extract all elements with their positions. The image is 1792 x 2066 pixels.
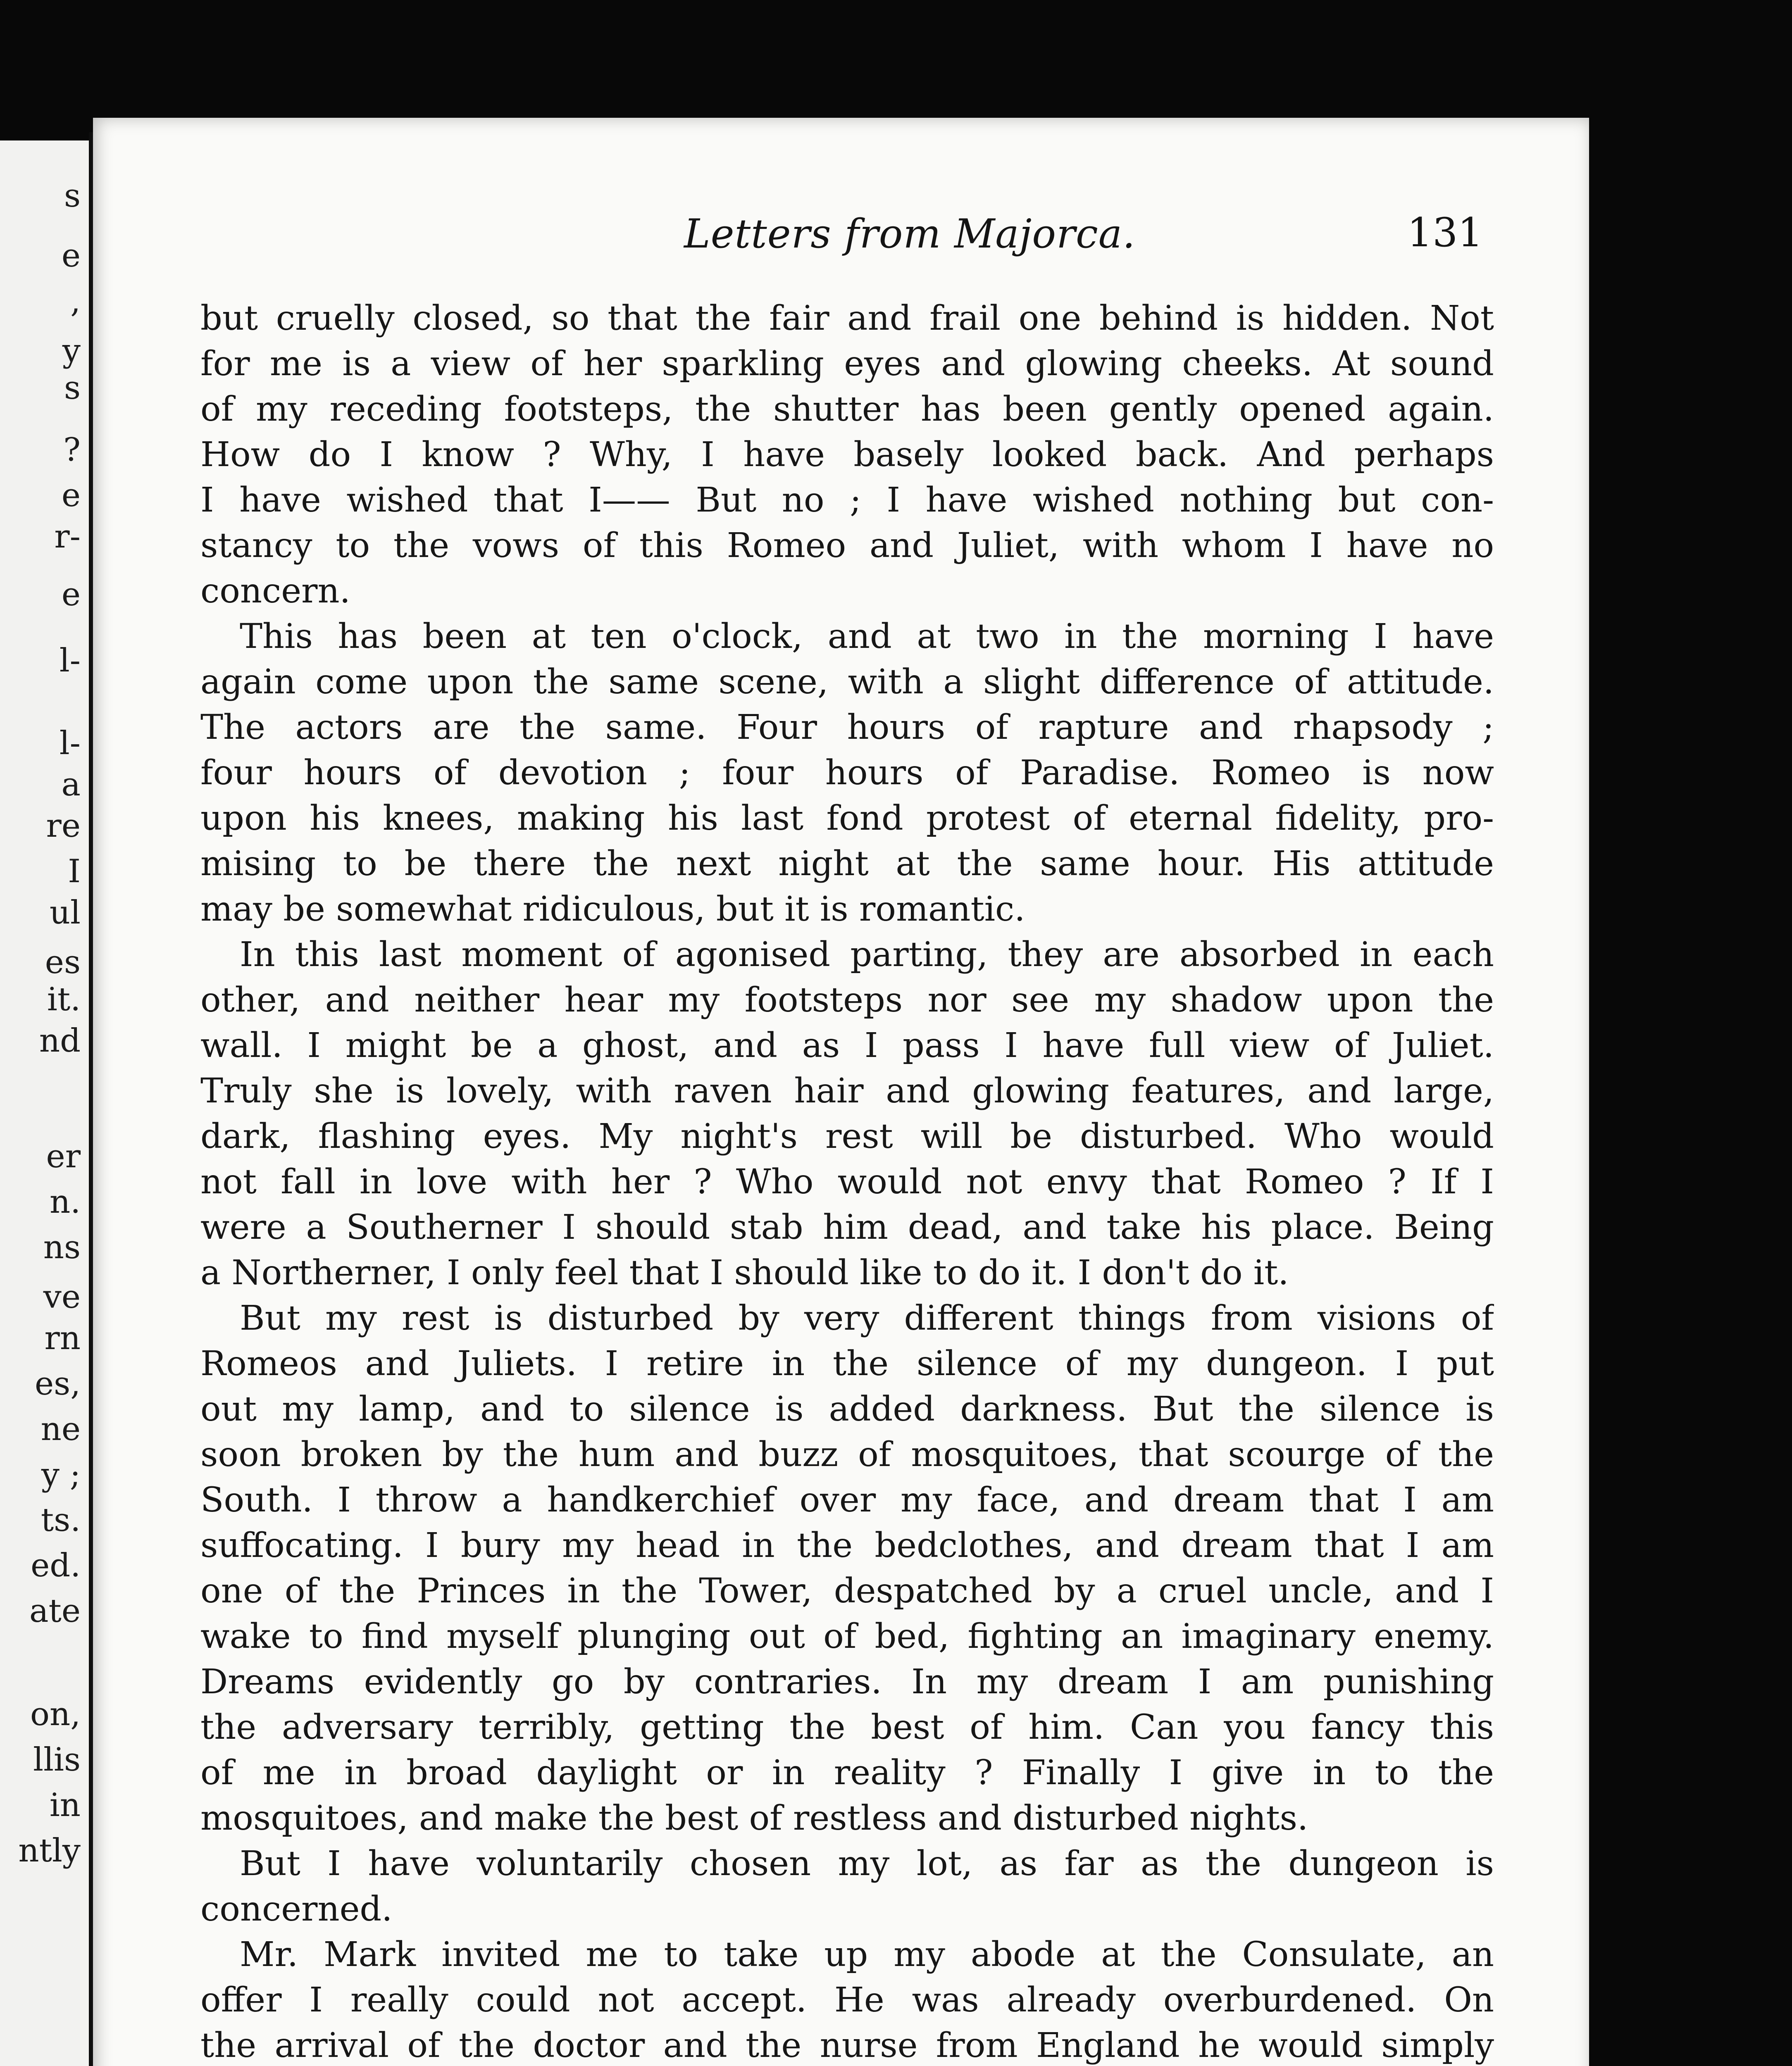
text-line: wall. I might be a ghost, and as I pass I have full view of Juliet.	[200, 1026, 1494, 1065]
text-line: upon his knees, making his last fond protest of eternal fidelity, pro-	[200, 798, 1494, 838]
facing-page-fragment: ns	[43, 1229, 81, 1266]
facing-page-fragment: ate	[29, 1592, 81, 1630]
facing-page-fragment: y	[62, 332, 81, 369]
text-line: the arrival of the doctor and the nurse from England he would simply	[200, 2026, 1494, 2065]
text-line: for me is a view of her sparkling eyes and glowing cheeks. At sound	[200, 344, 1494, 383]
facing-page-fragment: s	[64, 177, 81, 214]
text-line: the adversary terribly, getting the best of him. Can you fancy this	[200, 1707, 1494, 1747]
facing-page-fragment: e	[61, 576, 81, 613]
text-line: concerned.	[200, 1889, 393, 1929]
facing-page-fragment: y ;	[41, 1456, 81, 1493]
text-line: not fall in love with her ? Who would not envy that Romeo ? If I	[200, 1162, 1494, 1202]
text-line: soon broken by the hum and buzz of mosquitoes, that scourge of the	[200, 1435, 1494, 1474]
facing-page-fragment: rn	[44, 1320, 81, 1357]
text-line: dark, flashing eyes. My night's rest will be disturbed. Who would	[200, 1116, 1494, 1156]
facing-page-fragment: a	[61, 766, 81, 803]
book-page	[93, 118, 1589, 2066]
running-title: Letters from Majorca.	[684, 211, 1136, 257]
text-line: mising to be there the next night at the same hour. His attitude	[200, 844, 1494, 883]
text-line: But my rest is disturbed by very different things from visions of	[240, 1298, 1494, 1338]
text-line: In this last moment of agonised parting, they are absorbed in each	[240, 935, 1494, 974]
facing-page-fragment: llis	[33, 1741, 81, 1778]
text-line: of me in broad daylight or in reality ? Finally I give in to the	[200, 1753, 1494, 1792]
facing-page-fragment: ,	[70, 283, 81, 320]
text-line: offer I really could not accept. He was already overburdened. On	[200, 1980, 1494, 2020]
text-line: concern.	[200, 571, 350, 611]
text-line: How do I know ? Why, I have basely looked back. And perhaps	[200, 435, 1494, 474]
text-line: stancy to the vows of this Romeo and Juliet, with whom I have no	[200, 526, 1494, 565]
facing-page-fragment: nd	[39, 1022, 81, 1059]
text-line: may be somewhat ridiculous, but it is romantic.	[200, 889, 1025, 929]
text-line: were a Southerner I should stab him dead, and take his place. Being	[200, 1207, 1494, 1247]
text-line: four hours of devotion ; four hours of Paradise. Romeo is now	[200, 753, 1494, 793]
text-line: But I have voluntarily chosen my lot, as far as the dungeon is	[240, 1844, 1494, 1883]
facing-page-fragment: ?	[63, 431, 81, 469]
facing-page-fragment: l-	[59, 642, 81, 679]
text-line: other, and neither hear my footsteps nor see my shadow upon the	[200, 980, 1494, 1020]
facing-page-fragment: in	[49, 1787, 81, 1824]
facing-page-fragment: es,	[35, 1365, 81, 1402]
facing-page-fragment: on,	[30, 1696, 81, 1733]
facing-page-fragment: ntly	[18, 1832, 81, 1869]
text-line: out my lamp, and to silence is added darkness. But the silence is	[200, 1389, 1494, 1429]
facing-page-fragment: s	[64, 369, 81, 407]
facing-page-fragment: n.	[49, 1183, 81, 1221]
facing-page-fragment: ne	[41, 1411, 81, 1448]
page-number: 131	[1407, 209, 1483, 256]
facing-page-fragment: e	[61, 237, 81, 274]
text-line: but cruelly closed, so that the fair and frail one behind is hidden. Not	[200, 298, 1494, 338]
text-line: of my receding footsteps, the shutter has been gently opened again.	[200, 389, 1494, 429]
text-line: one of the Princes in the Tower, despatched by a cruel uncle, and I	[200, 1571, 1494, 1611]
text-line: again come upon the same scene, with a slight difference of attitude.	[200, 662, 1494, 702]
facing-page-fragment: re	[46, 807, 81, 845]
text-line: Dreams evidently go by contraries. In my dream I am punishing	[200, 1662, 1494, 1702]
text-line: wake to find myself plunging out of bed, fighting an imaginary enemy.	[200, 1616, 1494, 1656]
text-line: Mr. Mark invited me to take up my abode at the Consulate, an	[240, 1935, 1494, 1974]
facing-page-fragment: ve	[43, 1278, 81, 1316]
facing-page-fragment: it.	[47, 981, 81, 1018]
facing-page-fragment: er	[46, 1138, 81, 1175]
facing-page-fragment: r-	[54, 518, 81, 555]
facing-page-fragment: ts.	[41, 1502, 81, 1539]
body-text	[200, 295, 1494, 2066]
text-line: This has been at ten o'clock, and at two in the morning I have	[240, 616, 1494, 656]
text-line: Romeos and Juliets. I retire in the silence of my dungeon. I put	[200, 1344, 1494, 1383]
text-line: a Northerner, I only feel that I should like to do it. I don't do it.	[200, 1253, 1289, 1292]
facing-page-fragment: ed.	[31, 1547, 81, 1584]
text-line: Truly she is lovely, with raven hair and glowing features, and large,	[200, 1071, 1494, 1111]
text-line: suffocating. I bury my head in the bedclothes, and dream that I am	[200, 1526, 1494, 1565]
facing-page-fragment: I	[68, 853, 81, 890]
facing-page-fragment: e	[61, 477, 81, 514]
facing-page-fragment: es	[45, 944, 81, 981]
facing-page-fragment: ul	[49, 894, 81, 931]
text-line: I have wished that I—— But no ; I have wished nothing but con-	[200, 480, 1494, 520]
text-line: South. I throw a handkerchief over my face, and dream that I am	[200, 1480, 1494, 1520]
text-line: mosquitoes, and make the best of restless and disturbed nights.	[200, 1798, 1308, 1838]
text-line: The actors are the same. Four hours of rapture and rhapsody ;	[200, 707, 1494, 747]
facing-page-fragment: l-	[59, 725, 81, 762]
facing-page-edge	[0, 140, 93, 2066]
